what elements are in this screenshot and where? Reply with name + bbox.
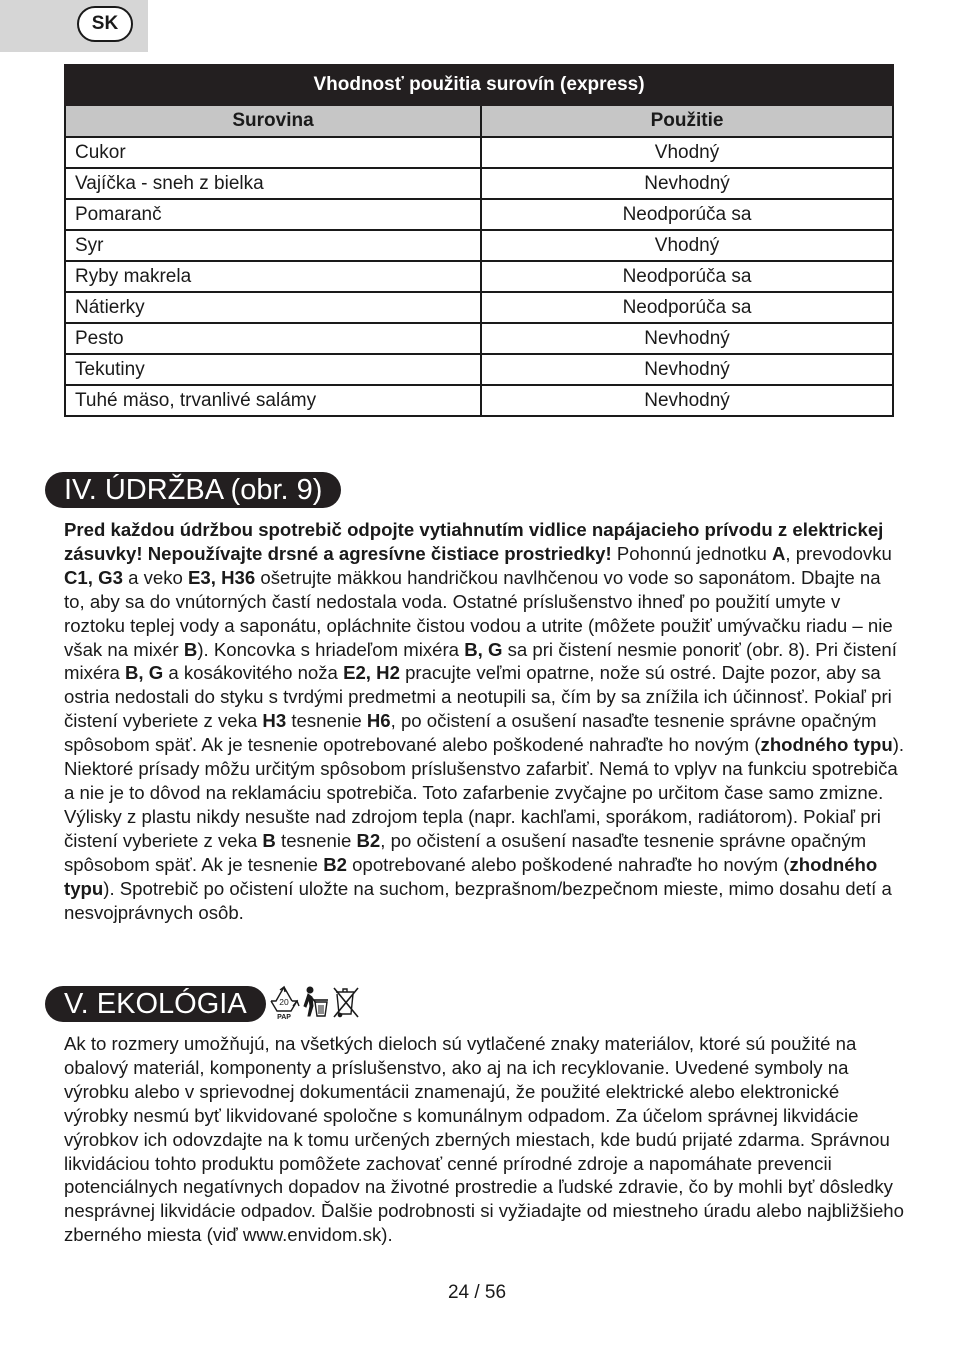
crossed-bin-icon (334, 988, 358, 1017)
table-row (65, 230, 893, 261)
usage-cell: Vhodný (481, 137, 893, 168)
recycle-number: 20 (279, 997, 289, 1007)
ecology-icons (268, 984, 364, 1025)
usage-cell: Nevhodný (481, 323, 893, 354)
usage-cell: Neodporúča sa (481, 199, 893, 230)
ecology-heading: V. EKOLÓGIA (45, 986, 266, 1022)
table-row (65, 261, 893, 292)
usage-cell: Nevhodný (481, 168, 893, 199)
maintenance-text: Pred každou údržbou spotrebič odpojte vytiahnutím vidlice napájacieho prívodu z elektrickej zásuvky! Nepoužívajte drsné a agresívne čistiace prostriedky! Pohonnú jednotku A, prevodovku C1, G3 a veko E3, H36 ošetrujte mäkkou handričkou navlhčenou vo vode so saponátom. Dbajte na to, aby sa do vnútorných častí nedostala voda. Ostatné príslušenstvo ihneď po použití umyte v roztoku teplej vody a saponátu, opláchnite čistou vodou a utrite (môžete použiť umývačku riadu – nie však na mixér B). Koncovka s hriadeľom mixéra B, G sa pri čistení nesmie ponoriť (obr. 8). Pri čistení mixéra B, G a kosákovitého noža E2, H2 pracujte veľmi opatrne, nože sú ostré. Dajte pozor, aby sa ostria nedostali do styku s tvrdými predmetmi a neotupili sa, čím by sa znížila ich účinnosť. Pokiaľ pri čistení vyberiete z veka H3 tesnenie H6, po očistení a osušení nasaďte tesnenie správne opačným spôsobom späť. Ak je tesnenie opotrebované alebo poškodené nahraďte ho novým (zhodného typu). Niektoré prísady môžu určitým spôsobom príslušenstvo zafarbiť. Nemá to vplyv na funkciu spotrebiča a nie je to dôvod na reklamáciu spotrebiča. Toto zafarbenie zvyčajne po určitom čase samo zmizne. Výlisky z plastu nikdy nesušte nad zdrojom tepla (napr. kachľami, sporákom, radiátorom). Pokiaľ pri čistení vyberiete z veka B tesnenie B2, po očistení a osušení nasaďte tesnenie správne opačným spôsobom späť. Ak je tesnenie B2 opotrebované alebo poškodené nahraďte ho novým (zhodného typu). Spotrebič po očistení uložte na suchom, bezprašnom/bezpečnom mieste, mimo dosahu detí a nesvojprávnych osôb. (64, 519, 905, 923)
ingredient-cell: Nátierky (65, 292, 481, 323)
ingredient-cell: Pesto (65, 323, 481, 354)
table-row (65, 137, 893, 168)
table-row (65, 292, 893, 323)
table-row (65, 168, 893, 199)
usage-cell: Neodporúča sa (481, 292, 893, 323)
column-header-ingredient: Surovina (65, 105, 481, 137)
language-tab (0, 0, 148, 52)
recycle-20-pap-icon (271, 987, 299, 1020)
usage-cell: Nevhodný (481, 385, 893, 416)
table-caption: Vhodnosť použitia surovín (express) (65, 65, 893, 105)
maintenance-heading: IV. ÚDRŽBA (obr. 9) (45, 472, 341, 508)
ingredient-cell: Syr (65, 230, 481, 261)
table-row (65, 385, 893, 416)
maintenance-warning: Pred každou údržbou spotrebič odpojte vytiahnutím vidlice napájacieho prívodu z elektrickej zásuvky! Nepoužívajte drsné a agresívne čistiace prostriedky! (64, 519, 884, 564)
ecology-text: Ak to rozmery umožňujú, na všetkých dieloch sú vytlačené znaky materiálov, ktoré sú použité na obalový materiál, komponenty a príslušenstvo, ako aj na ich recyklovanie. Uvedené symboly na výrobku alebo v sprievodnej dokumentácii znamenajú, že použité elektrické alebo elektronické výrobky nesmú byť likvidované spoločne s komunálnym odpadom. Za účelom správnej likvidácie výrobkov ich odovzdajte na k tomu určených zberných miestach, kde budú prijaté zdarma. Správnou likvidáciou tohto produktu pomôžete zachovať cenné prírodné zdroje a napomáhate prevencii potenciálnych negatívnych dopadov na životné prostredie a ľudské zdravie, čo by mohli byť dôsledky nesprávnej likvidácie odpadov. Ďalšie podrobnosti si vyžiadajte od miestneho úradu alebo najbližšieho zberného miesta (viď www.envidom.sk). (64, 1033, 904, 1246)
column-header-usage: Použitie (481, 105, 893, 137)
usage-cell: Neodporúča sa (481, 261, 893, 292)
tidyman-icon (304, 987, 328, 1016)
ingredient-cell: Tuhé mäso, trvanlivé salámy (65, 385, 481, 416)
ingredient-cell: Vajíčka - sneh z bielka (65, 168, 481, 199)
suitability-table (64, 64, 894, 417)
ingredient-cell: Pomaranč (65, 199, 481, 230)
ingredient-cell: Cukor (65, 137, 481, 168)
table-row (65, 199, 893, 230)
usage-cell: Nevhodný (481, 354, 893, 385)
language-badge: SK (77, 6, 133, 42)
recycle-label: PAP (277, 1014, 291, 1020)
usage-cell: Vhodný (481, 230, 893, 261)
page-number: 24 / 56 (447, 1282, 507, 1303)
ingredient-cell: Ryby makrela (65, 261, 481, 292)
table-row (65, 354, 893, 385)
ingredient-cell: Tekutiny (65, 354, 481, 385)
table-row (65, 323, 893, 354)
